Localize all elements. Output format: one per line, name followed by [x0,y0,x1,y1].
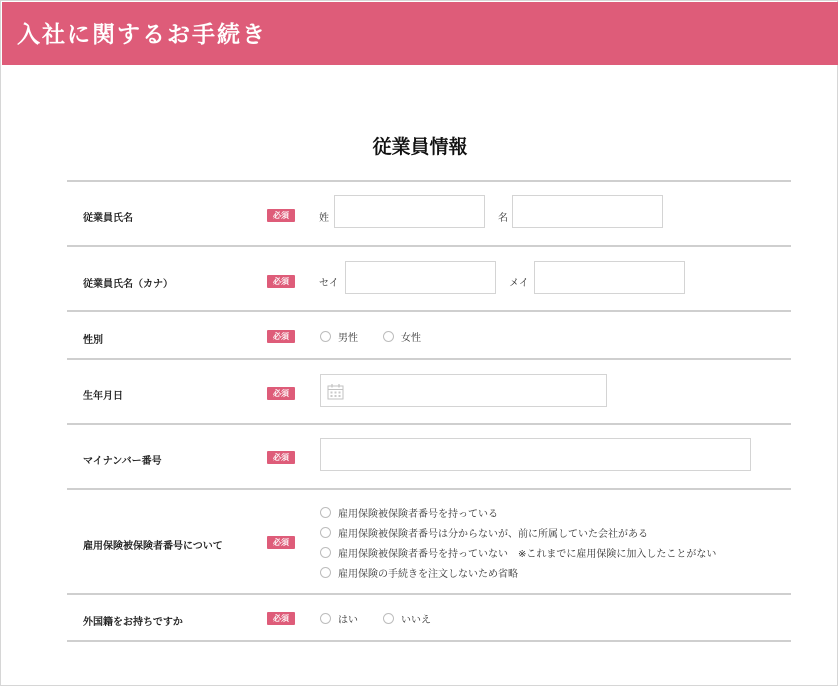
radio-insurance-no-number[interactable] [320,545,716,560]
radio-circle[interactable] [320,527,331,538]
first-name-label: 名 [498,213,508,224]
employee-form [67,180,791,642]
section-title: 従業員情報 [372,136,468,158]
radio-foreign-no[interactable] [383,611,431,626]
last-name-kana-input[interactable] [345,261,496,294]
first-name-input[interactable] [512,195,663,228]
row-employee-name [67,180,791,245]
field-label: 従業員氏名（カナ） [83,279,173,290]
required-badge: 必須 [267,209,295,222]
field-label: 従業員氏名 [83,213,133,224]
radio-label: 雇用保険の手続きを注文しないため省略 [338,569,518,580]
radio-label: 男性 [338,333,358,344]
radio-gender-male[interactable] [320,329,358,344]
first-name-kana-label: メイ [509,278,529,289]
field-label: マイナンバー番号 [83,456,162,467]
radio-circle[interactable] [320,613,331,624]
row-foreign-nationality [67,593,791,642]
field-label: 外国籍をお持ちですか [83,617,183,628]
last-name-input[interactable] [334,195,485,228]
radio-gender-female[interactable] [383,329,421,344]
required-badge: 必須 [267,451,295,464]
first-name-kana-input[interactable] [534,261,685,294]
radio-insurance-has-number[interactable] [320,505,498,520]
radio-circle[interactable] [320,547,331,558]
required-badge: 必須 [267,275,295,288]
birthdate-input[interactable] [320,374,607,407]
row-employee-name-kana [67,245,791,310]
field-label: 性別 [83,335,103,346]
row-my-number [67,423,791,488]
row-insurance-number [67,488,791,593]
radio-circle[interactable] [383,613,394,624]
radio-circle[interactable] [320,507,331,518]
last-name-label: 姓 [319,213,329,224]
radio-insurance-unknown-number[interactable] [320,525,648,540]
radio-label: 雇用保険被保険者番号を持っている [338,509,498,520]
field-label: 生年月日 [83,391,123,402]
my-number-input[interactable] [320,438,751,471]
page-header [2,2,838,65]
radio-circle[interactable] [320,567,331,578]
radio-label: はい [338,615,358,626]
required-badge: 必須 [267,536,295,549]
last-name-kana-label: セイ [319,278,339,289]
radio-circle[interactable] [320,331,331,342]
radio-insurance-skip[interactable] [320,565,518,580]
radio-label: 雇用保険被保険者番号を持っていない ※これまでに雇用保険に加入したことがない [338,549,717,560]
radio-circle[interactable] [383,331,394,342]
page-title: 入社に関するお手続き [17,22,267,48]
radio-label: 女性 [401,333,421,344]
field-label: 雇用保険被保険者番号について [83,541,223,552]
radio-label: 雇用保険被保険者番号は分からないが、前に所属していた会社がある [338,529,648,540]
calendar-icon[interactable] [327,383,344,400]
required-badge: 必須 [267,330,295,343]
radio-foreign-yes[interactable] [320,611,358,626]
radio-label: いいえ [401,615,431,626]
required-badge: 必須 [267,612,295,625]
row-birthdate [67,358,791,423]
required-badge: 必須 [267,387,295,400]
row-gender [67,310,791,358]
